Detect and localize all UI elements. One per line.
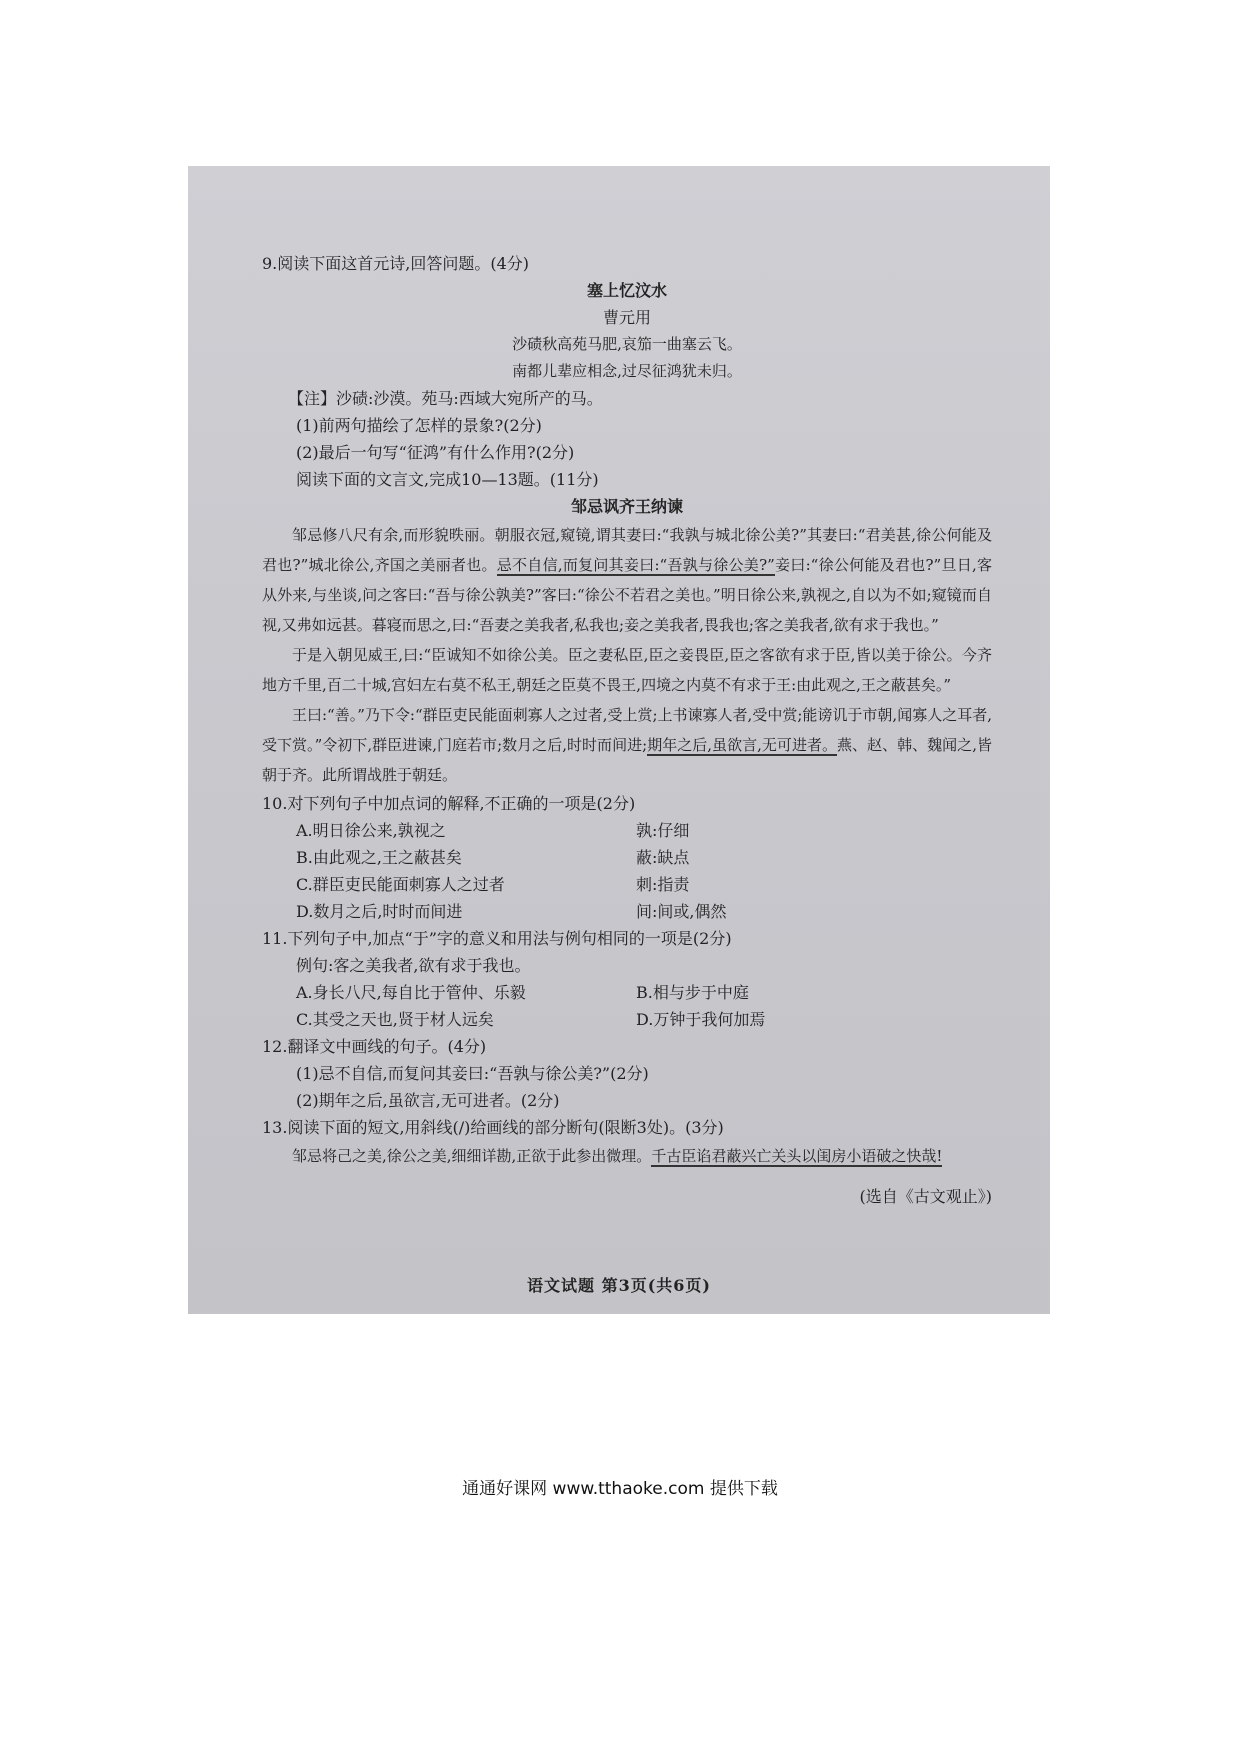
q10-option-a: A.明日徐公来,孰视之 bbox=[296, 821, 446, 840]
q11-example: 例句:客之美我者,欲有求于我也。 bbox=[296, 956, 531, 975]
q12-sub1: (1)忌不自信,而复问其妾曰:“吾孰与徐公美?”(2分) bbox=[296, 1064, 649, 1083]
q11-prompt: 11.下列句子中,加点“于”字的意义和用法与例句相同的一项是(2分) bbox=[262, 929, 732, 948]
underlined-sentence-2: 期年之后,虽欲言,无可进者。 bbox=[647, 736, 838, 754]
q10-options bbox=[262, 817, 992, 925]
poem-line: 沙碛秋高苑马肥,哀笳一曲塞云飞。 bbox=[512, 335, 742, 353]
poem-author: 曹元用 bbox=[602, 308, 651, 327]
passage-text: 王曰:“善。”乃下令:“群臣吏民能面刺寡人之过者,受上赏;上书谏寡人者,受中赏;能谤讥于市朝,闻寡人之耳者,受下赏。”令初下,群臣进谏,门庭若市;数月之后,时时而间进; bbox=[262, 706, 992, 754]
passage-paragraph-2: 于是入朝见威王,曰:“臣诚知不如徐公美。臣之妻私臣,臣之妾畏臣,臣之客欲有求于臣,皆以美于徐公。今齐地方千里,百二十城,宫妇左右莫不私王,朝廷之臣莫不畏王,四境之内莫不有求于王:由此观之,王之蔽甚矣。” bbox=[262, 646, 992, 694]
q12-prompt: 12.翻译文中画线的句子。(4分) bbox=[262, 1037, 487, 1056]
page-footer: 语文试题 第3页(共6页) bbox=[527, 1276, 711, 1295]
q9-prompt: 9.阅读下面这首元诗,回答问题。(4分) bbox=[262, 254, 530, 273]
q11-options bbox=[262, 979, 992, 1033]
q10-option-b: B.由此观之,王之蔽甚矣 bbox=[296, 848, 462, 867]
q13-paragraph bbox=[262, 1141, 992, 1171]
poem-title: 塞上忆汶水 bbox=[586, 281, 667, 300]
reading-title: 邹忌讽齐王纳谏 bbox=[570, 497, 683, 516]
q9-sub1: (1)前两句描绘了怎样的景象?(2分) bbox=[296, 416, 542, 435]
poem-line: 南都儿辈应相念,过尽征鸿犹未归。 bbox=[512, 362, 742, 380]
passage-paragraph-3 bbox=[262, 700, 992, 790]
poem-note: 【注】沙碛:沙漠。苑马:西域大宛所产的马。 bbox=[288, 389, 603, 408]
passage-text: 邹忌修八尺有余,而形貌昳丽。朝服衣冠,窥镜,谓其妻曰:“我孰与城北徐公美?”其妻曰:“君美甚,徐公何能及君也?”城北徐公,齐国之美丽者也。 bbox=[262, 526, 992, 574]
q9-sub2: (2)最后一句写“征鸿”有什么作用?(2分) bbox=[296, 443, 575, 462]
q11-option-b: B.相与步于中庭 bbox=[636, 983, 749, 1002]
q13-text: 邹忌将己之美,徐公之美,细细详勘,正欲于此参出微理。 bbox=[292, 1147, 652, 1165]
passage-paragraph-1 bbox=[262, 520, 992, 640]
underlined-sentence-1: 忌不自信,而复问其妾曰:“吾孰与徐公美?” bbox=[496, 556, 775, 574]
q11-option-c: C.其受之天也,贤于材人远矣 bbox=[296, 1010, 494, 1029]
q10-gloss-a: 孰:仔细 bbox=[636, 821, 690, 840]
q13-prompt: 13.阅读下面的短文,用斜线(/)给画线的部分断句(限断3处)。(3分) bbox=[262, 1118, 724, 1137]
q10-prompt: 10.对下列句子中加点词的解释,不正确的一项是(2分) bbox=[262, 794, 636, 813]
reading-passage bbox=[262, 520, 992, 790]
passage-text: 妾曰:“徐公何能及君也?”旦日,客从外来,与坐谈,问之客曰:“吾与徐公孰美?”客曰:“徐公不若君之美也。”明日徐公来,孰视之,自以为不如;窥镜而自视,又弗如远甚。暮寝而思之,曰:“吾妻之美我者,私我也;妾之美我者,畏我也;客之美我者,欲有求于我也。” bbox=[262, 556, 993, 634]
q10-option-d: D.数月之后,时时而间进 bbox=[296, 902, 463, 921]
scanned-exam-page bbox=[188, 166, 1050, 1314]
q10-gloss-c: 刺:指责 bbox=[636, 875, 690, 894]
q10-gloss-d: 间:间或,偶然 bbox=[636, 902, 727, 921]
q13-passage bbox=[262, 1141, 992, 1171]
download-credit: 通通好课网 www.tthaoke.com 提供下载 bbox=[462, 1479, 778, 1499]
reading-intro: 阅读下面的文言文,完成10—13题。(11分) bbox=[296, 470, 599, 489]
q11-option-a: A.身长八尺,每自比于管仲、乐毅 bbox=[296, 983, 526, 1002]
exam-content bbox=[262, 250, 992, 1210]
passage-text: 燕、赵、韩、魏闻之,皆朝于齐。此所谓战胜于朝廷。 bbox=[262, 736, 992, 784]
q13-underlined-text: 千古臣谄君蔽兴亡关头以闺房小语破之快哉! bbox=[651, 1147, 943, 1165]
q10-gloss-b: 蔽:缺点 bbox=[636, 848, 690, 867]
q11-option-d: D.万钟于我何加焉 bbox=[636, 1010, 766, 1029]
q12-sub2: (2)期年之后,虽欲言,无可进者。(2分) bbox=[296, 1091, 560, 1110]
q13-source: (选自《古文观止》) bbox=[859, 1187, 992, 1206]
q10-option-c: C.群臣吏民能面刺寡人之过者 bbox=[296, 875, 505, 894]
poem-body bbox=[262, 331, 992, 385]
